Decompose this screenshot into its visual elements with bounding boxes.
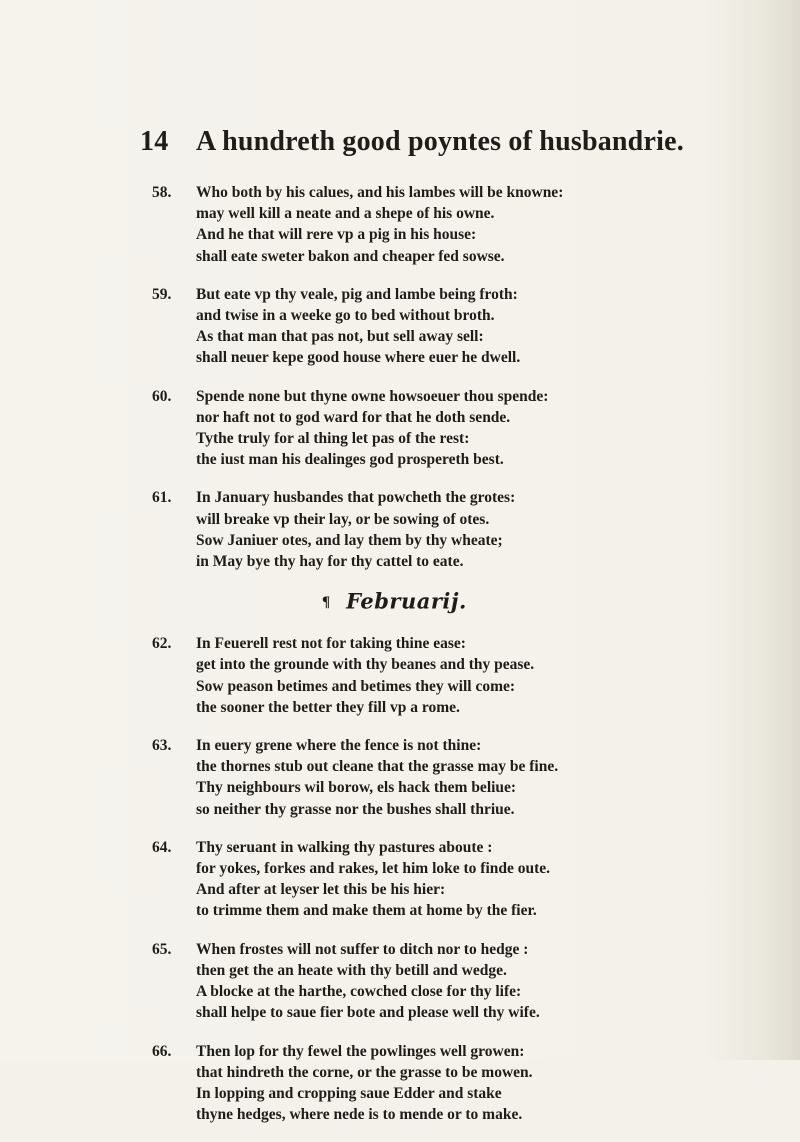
section-title: Februarij. xyxy=(346,588,467,614)
verse-line: the thornes stub out cleane that the grasse may be fine. xyxy=(196,758,559,776)
verse-line: Sow peason betimes and betimes they will come: xyxy=(196,677,516,695)
verse-line: then get the an heate with thy betill and wedge. xyxy=(196,961,507,979)
stanza-number: 65. xyxy=(152,940,172,958)
stanza xyxy=(152,837,796,922)
stanza xyxy=(152,735,796,820)
verse-line: and twise in a weeke go to bed without broth. xyxy=(196,307,495,325)
verse-line: Sow Janiuer otes, and lay them by thy wheate; xyxy=(196,531,503,549)
running-title: A hundreth good poyntes of husbandrie. xyxy=(196,126,684,157)
stanza xyxy=(152,386,796,471)
verse-line: In Feuerell rest not for taking thine ease: xyxy=(196,635,466,653)
stanza xyxy=(152,1041,796,1126)
verse-body xyxy=(152,182,796,1142)
verse-line: In January husbandes that powcheth the grotes: xyxy=(196,489,516,507)
verse-line: And he that will rere vp a pig in his house: xyxy=(196,226,477,244)
section-heading xyxy=(196,589,796,613)
verse-line: nor haft not to god ward for that he doth sende. xyxy=(196,408,511,426)
verse-line: may well kill a neate and a shepe of his owne. xyxy=(196,205,495,223)
verse-line: Spende none but thyne owne howsoeuer thou spende: xyxy=(196,387,549,405)
verse-line: get into the grounde with thy beanes and thy pease. xyxy=(196,656,535,674)
stanza-number: 59. xyxy=(152,285,172,303)
verse-line: Who both by his calues, and his lambes will be knowne: xyxy=(196,184,564,201)
verse-line: Then lop for thy fewel the powlinges well growen: xyxy=(196,1042,525,1060)
page-number: 14 xyxy=(140,126,169,157)
verse-line: shall neuer kepe good house where euer he dwell. xyxy=(196,349,521,367)
verse-line: the sooner the better they fill vp a rome. xyxy=(196,698,460,716)
stanza-number: 66. xyxy=(152,1042,172,1060)
verse-line: thyne hedges, where nede is to mende or to make. xyxy=(196,1106,523,1124)
verse-line: In lopping and cropping saue Edder and stake xyxy=(196,1084,502,1102)
verse-line: shall eate sweter bakon and cheaper fed sowse. xyxy=(196,247,505,265)
verse-line: the iust man his dealinges god prospereth best. xyxy=(196,451,504,469)
stanza xyxy=(152,487,796,572)
stanza-number: 60. xyxy=(152,387,172,405)
verse-line: In euery grene where the fence is not thine: xyxy=(196,737,482,755)
stanza-number: 61. xyxy=(152,489,172,507)
pilcrow-mark: ¶ xyxy=(322,593,331,610)
verse-line: Tythe truly for al thing let pas of the rest: xyxy=(196,430,470,448)
verse-line: shall helpe to saue fier bote and please well thy wife. xyxy=(196,1004,540,1022)
stanza xyxy=(152,633,796,718)
verse-line: And after at leyser let this be his hier: xyxy=(196,881,446,899)
verse-line: will breake vp their lay, or be sowing of otes. xyxy=(196,510,490,528)
verse-line: When frostes will not suffer to ditch nor to hedge : xyxy=(196,940,529,958)
stanza-number: 58. xyxy=(152,184,172,201)
stanza-number: 64. xyxy=(152,838,172,856)
verse-line: so neither thy grasse nor the bushes shall thriue. xyxy=(196,800,515,818)
verse-line: But eate vp thy veale, pig and lambe being froth: xyxy=(196,285,518,303)
verse-line: Thy neighbours wil borow, els hack them beliue: xyxy=(196,779,517,797)
verse-line: A blocke at the harthe, cowched close for thy life: xyxy=(196,983,522,1001)
stanza-number: 62. xyxy=(152,635,172,653)
stanza xyxy=(152,939,796,1024)
stanza xyxy=(152,284,796,369)
verse-line: in May bye thy hay for thy cattel to eate. xyxy=(196,553,464,571)
verse-line: to trimme them and make them at home by the fier. xyxy=(196,902,537,920)
stanza-number: 63. xyxy=(152,737,172,755)
stanza xyxy=(152,182,796,267)
verse-line: for yokes, forkes and rakes, let him loke to finde oute. xyxy=(196,860,551,878)
verse-line: that hindreth the corne, or the grasse to be mowen. xyxy=(196,1063,533,1081)
verse-line: As that man that pas not, but sell away sell: xyxy=(196,328,484,346)
verse-line: Thy seruant in walking thy pastures aboute : xyxy=(196,838,493,856)
